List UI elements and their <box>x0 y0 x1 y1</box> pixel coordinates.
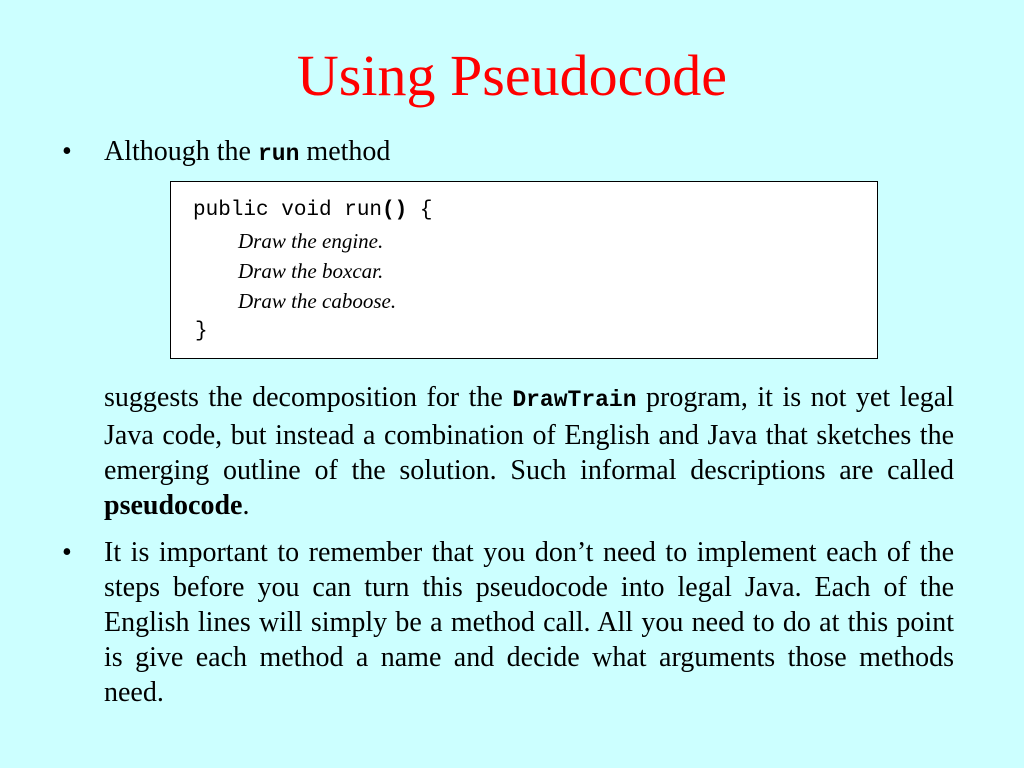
signature-parens: () <box>382 199 408 222</box>
method-signature <box>193 196 432 226</box>
bullet-1-text <box>104 134 954 172</box>
bullet-marker: • <box>62 136 72 167</box>
bullet-2-text: It is important to remember that you don’t need to implement each of the steps before you can turn this pseudocode into legal Java. Each of the English lines will simply be a method call. All you need to do at this point is give each method a name and decide what arguments those methods need. <box>104 537 954 708</box>
signature-start: public void run <box>193 199 383 222</box>
drawtrain-code-term: DrawTrain <box>512 387 637 413</box>
bullet-1-suffix: method <box>299 136 391 167</box>
signature-end: { <box>407 199 433 222</box>
paragraph-part-2: program, it is not yet legal Java code, but instead a combination of English and Java that sketches the emerging outline of the solution. Such informal descriptions are called <box>104 382 955 486</box>
decomposition-paragraph <box>104 380 954 523</box>
paragraph-part-1: suggests the decomposition for the <box>104 382 513 413</box>
code-box <box>170 181 878 359</box>
run-code-term: run <box>258 141 300 167</box>
closing-brace: } <box>195 320 208 343</box>
pseudocode-step-caboose: Draw the caboose. <box>238 289 397 313</box>
slide-title: Using Pseudocode <box>296 43 728 108</box>
pseudocode-step-engine: Draw the engine. <box>238 229 384 253</box>
paragraph-part-3: . <box>242 490 250 521</box>
pseudocode-term: pseudocode <box>104 490 243 521</box>
pseudocode-step-boxcar: Draw the boxcar. <box>238 259 384 283</box>
bullet-marker: • <box>62 537 72 568</box>
bullet-1-prefix: Although the <box>104 136 258 167</box>
